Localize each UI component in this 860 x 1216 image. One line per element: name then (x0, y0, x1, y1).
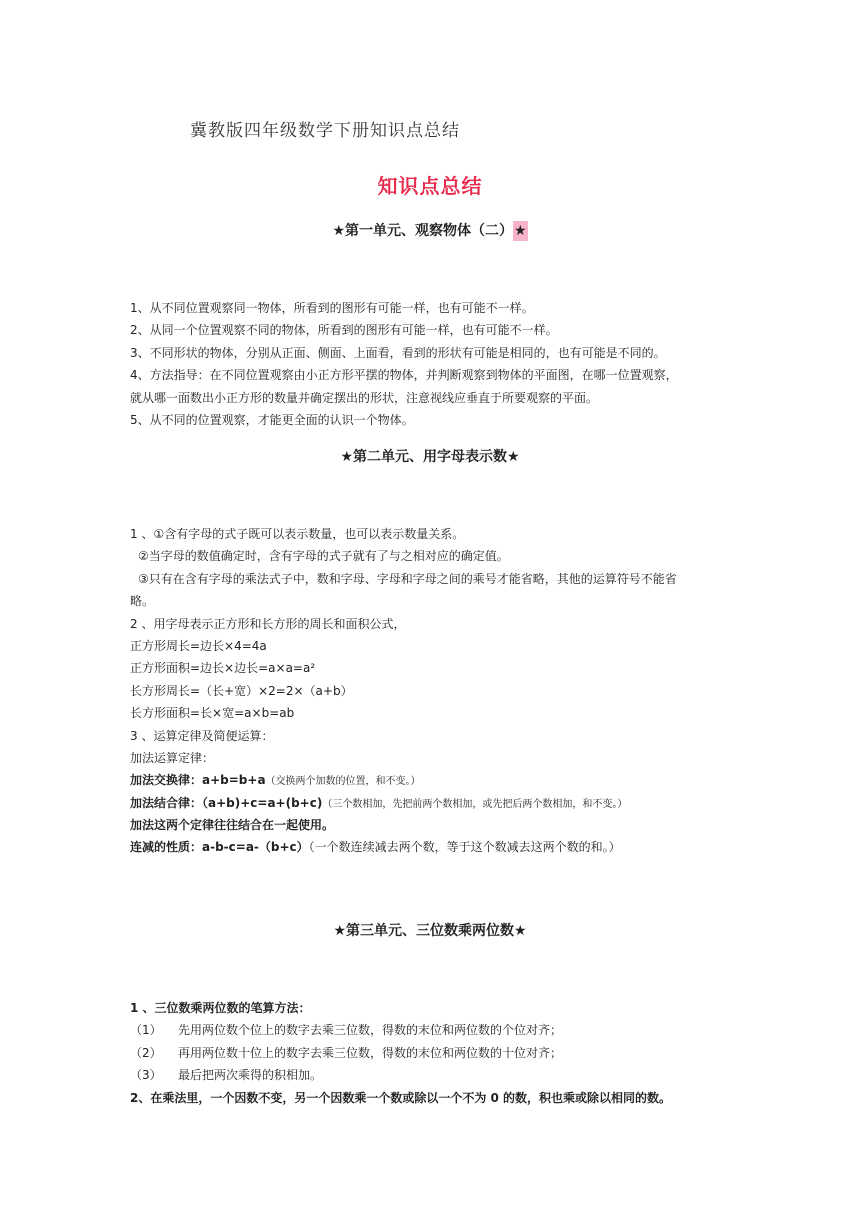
highlighted-star: ★ (514, 223, 527, 239)
unit1-item-4-cont: 就从哪一面数出小正方形的数量并确定摆出的形状，注意视线应垂直于所要观察的平面。 (130, 390, 599, 405)
unit3-step-3 (130, 1064, 740, 1086)
unit2-item-3: ③只有在含有字母的乘法式子中，数和字母、字母和字母之间的乘号才能省略，其他的运算符号不能省 (138, 571, 677, 586)
law-associative-note: （三个数相加，先把前两个数相加，或先把后两个数相加，和不变。） (322, 798, 628, 810)
unit2-heading: ★第二单元、用字母表示数★ (340, 449, 520, 465)
unit1-item-1: 1、从不同位置观察同一物体，所看到的图形有可能一样，也有可能不一样。 (130, 301, 534, 315)
unit1-heading (0, 220, 860, 240)
law-commutative-formula: 加法交换律：a+b=b+a (130, 773, 266, 788)
law-associative (130, 792, 740, 814)
law-subtraction-formula: 连减的性质：a-b-c=a-（b+c） (130, 840, 309, 855)
unit2-item-1: 1 、①含有字母的式子既可以表示数量，也可以表示数量关系。 (130, 527, 465, 541)
law-subtraction (130, 836, 740, 858)
unit1-content (130, 297, 740, 431)
unit3-method-title: 1 、三位数乘两位数的笔算方法： (130, 1001, 311, 1015)
unit1-item-5: 5、从不同的位置观察，才能更全面的认识一个物体。 (130, 412, 414, 427)
formula-square-perimeter: 正方形周长=边长×4=4a (130, 638, 267, 653)
unit3-content (130, 997, 740, 1109)
unit2-item-2: ②当字母的数值确定时，含有字母的式子就有了与之相对应的确定值。 (138, 549, 509, 564)
unit2-item-add-laws: 加法运算定律： (130, 750, 215, 765)
formula-rect-perimeter: 长方形周长=（长+宽）×2=2×（a+b） (130, 683, 353, 698)
step-number: （2） (130, 1045, 162, 1060)
law-combined-note: 加法这两个定律往往结合在一起使用。 (130, 818, 335, 833)
document-title: 冀教版四年级数学下册知识点总结 (190, 121, 460, 141)
unit2-item-laws: 3 、运算定律及简便运算： (130, 728, 274, 743)
unit3-rule-2: 2、在乘法里，一个因数不变，另一个因数乘一个数或除以一个不为 0 的数，积也乘或除以相同的数。 (130, 1090, 672, 1105)
law-subtraction-note: （一个数连续减去两个数，等于这个数减去这两个数的和。） (308, 840, 621, 855)
formula-rect-area: 长方形面积=长×宽=a×b=ab (130, 706, 295, 721)
unit1-item-2: 2、从同一个位置观察不同的物体，所看到的图形有可能一样，也有可能不一样。 (130, 323, 558, 338)
step-number: （1） (130, 1023, 162, 1038)
step-text: 先用两位数个位上的数字去乘三位数，得数的末位和两位数的个位对齐； (178, 1023, 563, 1038)
law-commutative-note: （交换两个加数的位置，和不变。） (265, 776, 421, 788)
unit2-content (130, 523, 740, 859)
unit1-heading-text: ★第一单元、观察物体（二） (332, 223, 513, 239)
law-associative-formula: 加法结合律：（a+b)+c=a+(b+c) (130, 795, 323, 810)
unit2-item-3-cont: 略。 (130, 594, 155, 609)
unit3-step-1 (130, 1019, 740, 1041)
unit2-item-4: 2 、用字母表示正方形和长方形的周长和面积公式， (130, 616, 406, 631)
step-text: 最后把两次乘得的积相加。 (178, 1068, 323, 1083)
unit1-item-3: 3、不同形状的物体，分别从正面、侧面、上面看，看到的形状有可能是相同的，也有可能是不同的。 (130, 345, 666, 360)
unit3-heading: ★第三单元、三位数乘两位数★ (333, 923, 527, 939)
formula-square-area: 正方形面积=边长×边长=a×a=a² (130, 661, 316, 676)
unit1-item-4: 4、方法指导：在不同位置观察由小正方形平摆的物体，并判断观察到物体的平面图，在哪一位置观察， (130, 368, 678, 383)
law-commutative (130, 769, 740, 791)
step-number: （3） (130, 1068, 162, 1083)
step-text: 再用两位数十位上的数字去乘三位数，得数的末位和两位数的十位对齐； (178, 1045, 563, 1060)
unit3-step-2 (130, 1042, 740, 1064)
section-main-title: 知识点总结 (377, 174, 483, 198)
